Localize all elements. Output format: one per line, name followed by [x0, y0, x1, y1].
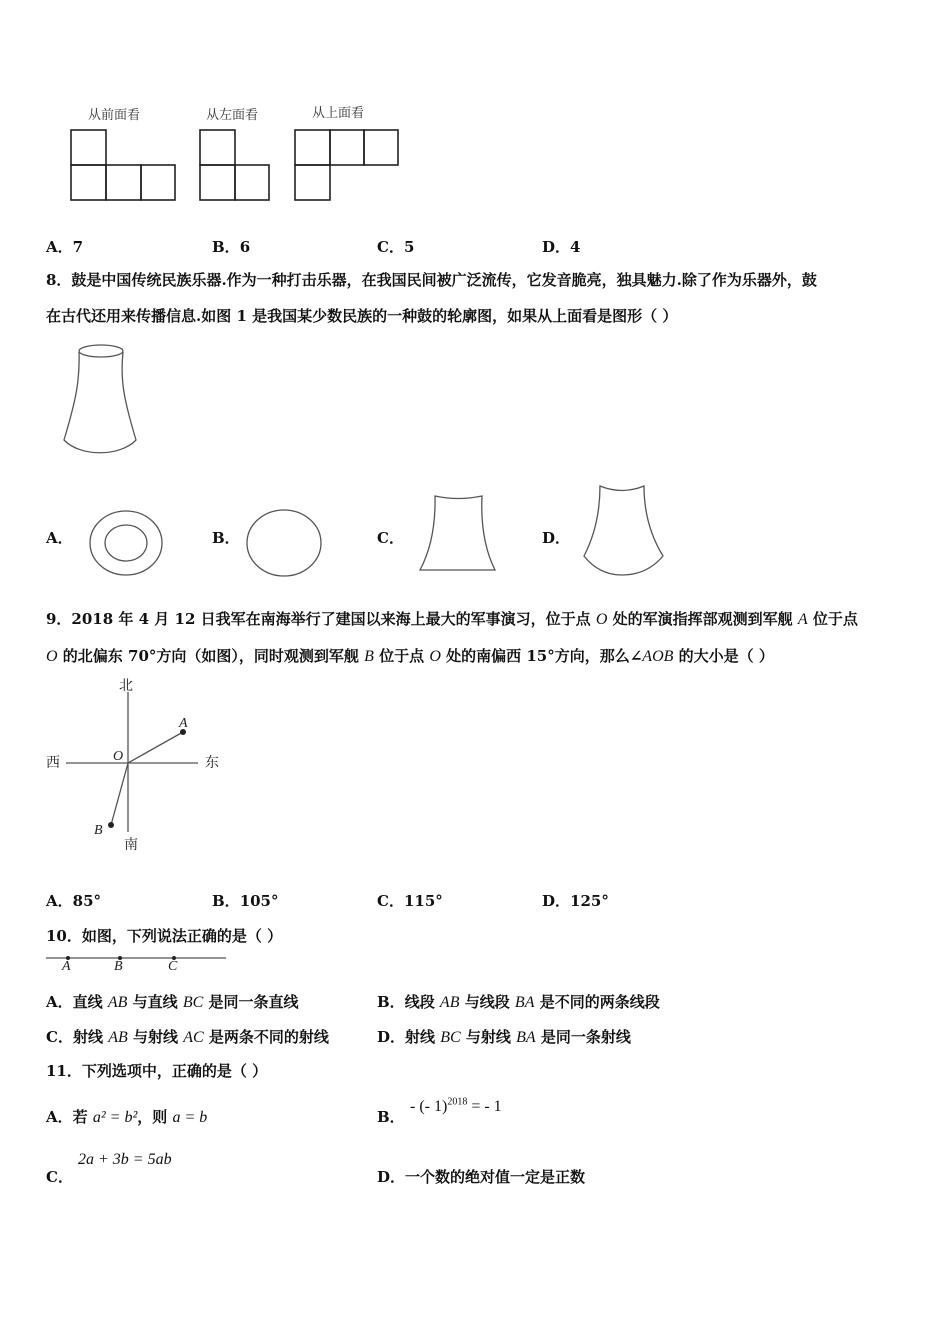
- q10-option-c[interactable]: C．射线 AB 与射线 AC 是两条不同的射线: [46, 1028, 329, 1046]
- q11-option-b[interactable]: B．: [377, 1108, 405, 1126]
- point-c-label: C: [168, 959, 178, 974]
- compass-west-label: 西: [46, 755, 60, 771]
- q10-stem: 10．如图，下列说法正确的是（ ）: [46, 927, 283, 945]
- q8-stem-line1: 8．鼓是中国传统民族乐器.作为一种打击乐器，在我国民间被广泛流传，它发音脆亮，独具魅力.除了作为乐器外，鼓: [46, 271, 817, 289]
- q10-option-d[interactable]: D．射线 BC 与射线 BA 是同一条射线: [377, 1028, 631, 1046]
- q9-option-c[interactable]: C．115°: [377, 892, 443, 910]
- q8-option-d[interactable]: D．: [542, 529, 571, 547]
- point-b-label: B: [94, 823, 103, 838]
- q8-option-c[interactable]: C．: [377, 529, 404, 547]
- q11-option-c-expression: 2a + 3b = 5ab: [78, 1151, 172, 1168]
- compass-east-label: 东: [205, 755, 219, 771]
- q11-option-d[interactable]: D．一个数的绝对值一定是正数: [377, 1168, 586, 1186]
- q9-option-b[interactable]: B．105°: [212, 892, 279, 910]
- view-label-left: 从左面看: [206, 108, 259, 123]
- q10-option-a[interactable]: A．直线 AB 与直线 BC 是同一条直线: [46, 993, 299, 1011]
- compass-north-label: 北: [119, 678, 133, 694]
- q7-option-c[interactable]: C．5: [377, 238, 415, 256]
- point-a-label: A: [62, 959, 71, 974]
- q10-option-b[interactable]: B．线段 AB 与线段 BA 是不同的两条线段: [377, 993, 660, 1011]
- compass-south-label: 南: [124, 837, 138, 853]
- q8-option-a[interactable]: A．: [46, 529, 73, 547]
- point-o-label: O: [113, 749, 124, 764]
- q7-option-b[interactable]: B．6: [212, 238, 251, 256]
- q8-option-b[interactable]: B．: [212, 529, 240, 547]
- q11-option-c[interactable]: C．: [46, 1168, 73, 1186]
- q9-option-d[interactable]: D．125°: [542, 892, 609, 910]
- point-a-label: A: [179, 716, 188, 731]
- q11-option-a[interactable]: A．若 a² = b²，则 a = b: [46, 1108, 208, 1126]
- q9-option-a[interactable]: A．85°: [46, 892, 102, 910]
- view-label-top: 从上面看: [312, 106, 365, 121]
- q9-stem-line2: O 的北偏东 70°方向（如图），同时观测到军舰 B 位于点 O 处的南偏西 15°方向，那么∠AOB 的大小是（ ）: [46, 647, 774, 665]
- point-b-label: B: [114, 959, 123, 974]
- view-label-front: 从前面看: [88, 108, 141, 123]
- q7-option-a[interactable]: A．7: [46, 238, 84, 256]
- q7-option-d[interactable]: D．4: [542, 238, 581, 256]
- q11-stem: 11．下列选项中，正确的是（ ）: [46, 1062, 268, 1080]
- q8-stem-line2: 在古代还用来传播信息.如图 1 是我国某少数民族的一种鼓的轮廓图，如果从上面看是图形（ ）: [46, 307, 678, 325]
- q11-option-b-expression: - (- 1)$^{2018}$ = - 1: [410, 1096, 502, 1115]
- q9-stem-line1: 9．2018 年 4 月 12 日我军在南海举行了建国以来海上最大的军事演习，位于点 O 处的军演指挥部观测到军舰 A 位于点: [46, 610, 858, 628]
